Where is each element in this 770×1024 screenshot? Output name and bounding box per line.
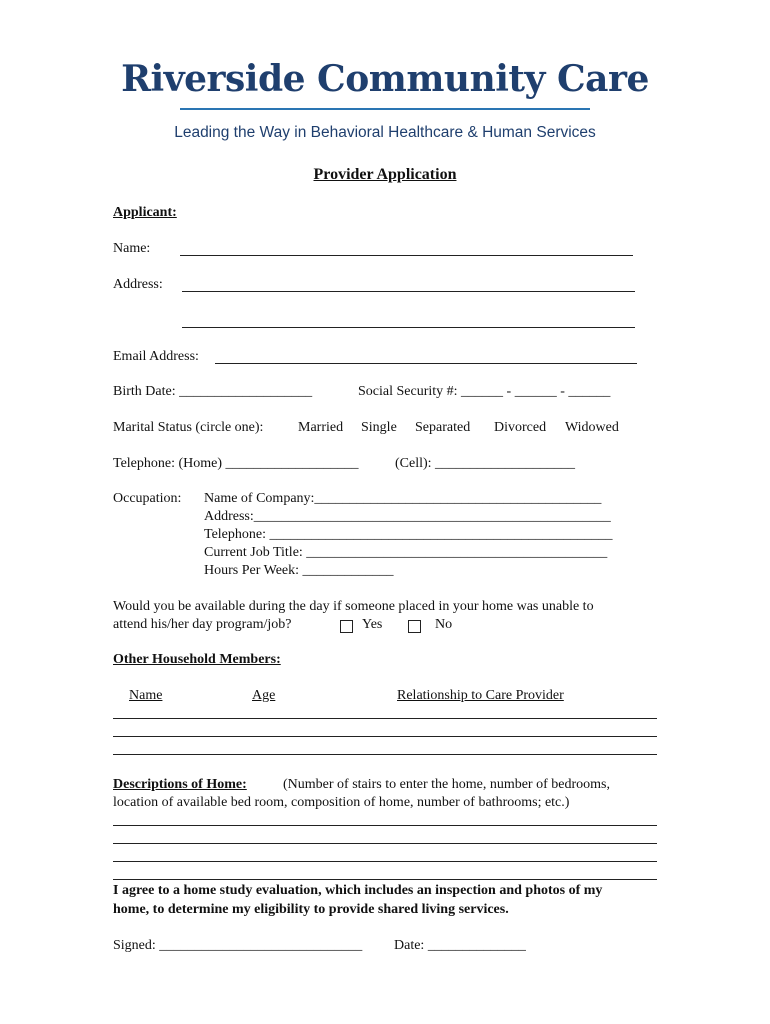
marital-option-divorced[interactable]: Divorced xyxy=(494,420,547,435)
home-description-instructions-cont: location of available bed room, composition of home, number of bathrooms; etc.) xyxy=(113,795,570,810)
name-label: Name: xyxy=(113,241,151,256)
address-label: Address: xyxy=(113,277,163,292)
marital-option-single[interactable]: Single xyxy=(361,420,397,435)
hours-per-week-field[interactable]: Hours Per Week: _____________ xyxy=(204,563,394,578)
marital-option-widowed[interactable]: Widowed xyxy=(565,420,619,435)
yes-checkbox[interactable] xyxy=(340,620,353,633)
address-field-line-1[interactable] xyxy=(182,291,635,292)
home-description-line[interactable] xyxy=(113,879,657,880)
yes-label: Yes xyxy=(362,617,383,632)
birth-date-field[interactable]: Birth Date: ___________________ xyxy=(113,384,313,399)
logo-divider xyxy=(180,108,590,110)
company-field[interactable]: Name of Company:_________________________________________ xyxy=(204,491,602,506)
page-title: Provider Application xyxy=(313,166,457,183)
name-field[interactable] xyxy=(180,255,633,256)
household-row-line[interactable] xyxy=(113,736,657,737)
occupation-telephone-field[interactable]: Telephone: _________________________________________________ xyxy=(204,527,613,542)
address-field-line-2[interactable] xyxy=(182,327,635,328)
marital-option-married[interactable]: Married xyxy=(298,420,344,435)
signature-field[interactable]: Signed: _____________________________ xyxy=(113,938,363,953)
date-field[interactable]: Date: ______________ xyxy=(394,938,526,953)
home-description-instructions: (Number of stairs to enter the home, number of bedrooms, xyxy=(283,777,610,792)
household-row-line[interactable] xyxy=(113,754,657,755)
job-title-field[interactable]: Current Job Title: ___________________________________________ xyxy=(204,545,608,560)
home-telephone-field[interactable]: Telephone: (Home) ___________________ xyxy=(113,456,359,471)
home-description-heading: Descriptions of Home: xyxy=(113,777,247,792)
no-checkbox[interactable] xyxy=(408,620,421,633)
email-field[interactable] xyxy=(215,363,637,364)
home-description-line[interactable] xyxy=(113,825,657,826)
household-row-line[interactable] xyxy=(113,718,657,719)
household-heading: Other Household Members: xyxy=(113,652,281,667)
home-description-line[interactable] xyxy=(113,843,657,844)
email-label: Email Address: xyxy=(113,349,199,364)
agreement-statement: I agree to a home study evaluation, which includes an inspection and photos of my xyxy=(113,883,603,898)
home-description-line[interactable] xyxy=(113,861,657,862)
logo-tagline: Leading the Way in Behavioral Healthcare & Human Services xyxy=(174,124,596,141)
marital-status-label: Marital Status (circle one): xyxy=(113,420,264,435)
marital-option-separated[interactable]: Separated xyxy=(415,420,471,435)
column-header-relationship: Relationship to Care Provider xyxy=(397,688,564,703)
ssn-field[interactable]: Social Security #: ______ - ______ - ______ xyxy=(358,384,611,399)
no-label: No xyxy=(435,617,453,632)
availability-question-cont: attend his/her day program/job? xyxy=(113,617,292,632)
agreement-statement-cont: home, to determine my eligibility to provide shared living services. xyxy=(113,902,509,917)
applicant-heading: Applicant: xyxy=(113,205,177,220)
availability-question: Would you be available during the day if someone placed in your home was unable to xyxy=(113,599,594,614)
column-header-name: Name xyxy=(129,688,163,703)
occupation-address-field[interactable]: Address:___________________________________________________ xyxy=(204,509,611,524)
logo-title: Riverside Community Care xyxy=(121,58,649,100)
cell-telephone-field[interactable]: (Cell): ____________________ xyxy=(395,456,576,471)
column-header-age: Age xyxy=(252,688,276,703)
occupation-label: Occupation: xyxy=(113,491,182,506)
